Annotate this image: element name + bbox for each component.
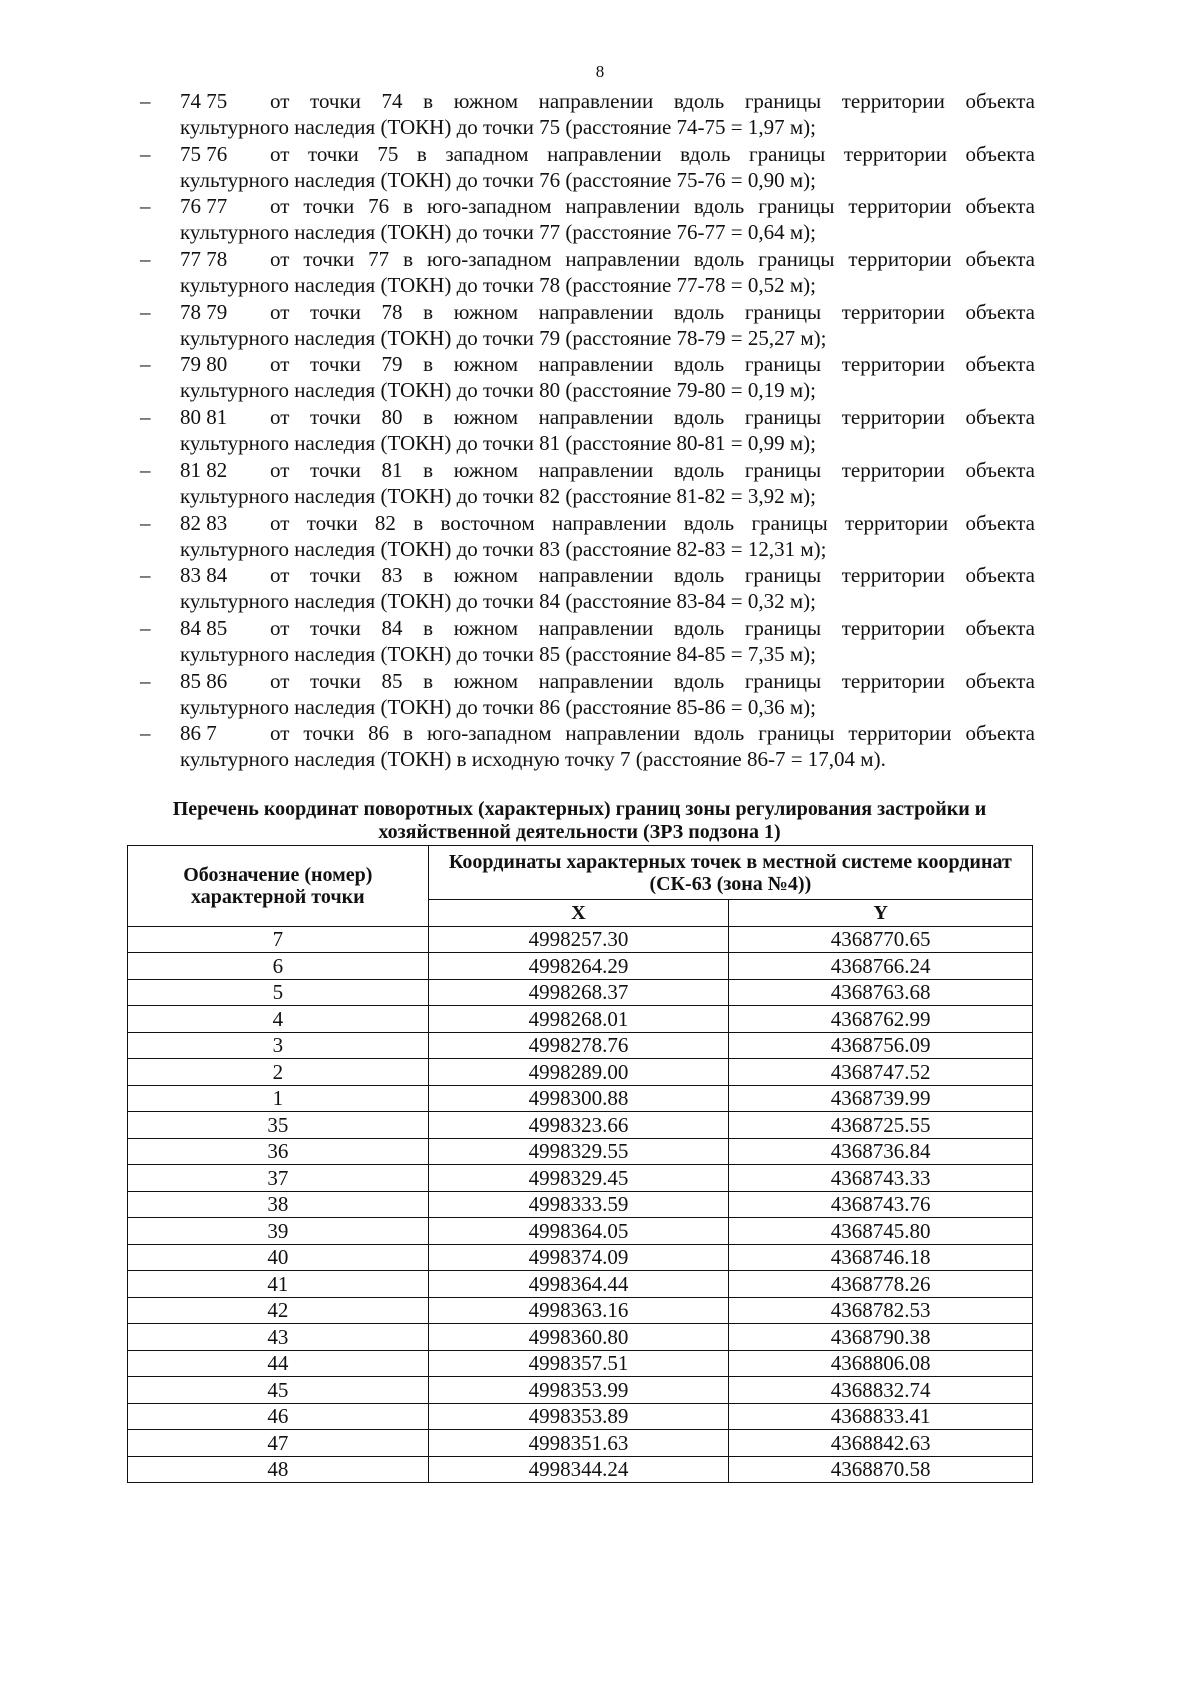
dash-bullet: – (140, 247, 151, 272)
list-item (140, 88, 1035, 141)
item-text-line1: от точки 81 в южном направлении вдоль границы территории объекта (270, 457, 1035, 482)
y-coordinate: 4368762.99 (729, 1006, 1033, 1033)
y-coordinate: 4368790.38 (729, 1324, 1033, 1351)
table-row (128, 1006, 1033, 1033)
item-text-line2: культурного наследия (ТОКН) до точки 84 (расстояние 83-84 = 0,32 м); (180, 589, 816, 614)
table-row (128, 979, 1033, 1006)
y-coordinate: 4368870.58 (729, 1456, 1033, 1483)
point-number: 47 (128, 1430, 429, 1457)
list-item (140, 720, 1035, 773)
point-number: 6 (128, 953, 429, 980)
boundary-description-list (140, 88, 1035, 773)
point-number: 45 (128, 1377, 429, 1404)
segment-points: 78 79 (180, 299, 228, 324)
table-row (128, 1032, 1033, 1059)
y-coordinate: 4368806.08 (729, 1350, 1033, 1377)
list-item (140, 615, 1035, 668)
list-item (140, 562, 1035, 615)
table-row (128, 1350, 1033, 1377)
item-text-line2: культурного наследия (ТОКН) до точки 75 (расстояние 74-75 = 1,97 м); (180, 115, 816, 139)
y-coordinate: 4368832.74 (729, 1377, 1033, 1404)
segment-points: 83 84 (180, 563, 228, 588)
y-coordinate: 4368782.53 (729, 1297, 1033, 1324)
x-coordinate: 4998353.89 (428, 1403, 729, 1430)
list-item (140, 668, 1035, 721)
item-text-line1: от точки 76 в юго-западном направлении вдоль границы территории объекта (270, 194, 1035, 219)
item-text-line1: от точки 75 в западном направлении вдоль границы территории объекта (270, 141, 1035, 166)
point-number: 1 (128, 1085, 429, 1112)
y-coordinate: 4368743.76 (729, 1191, 1033, 1218)
item-text-line2: культурного наследия (ТОКН) до точки 82 (расстояние 81-82 = 3,92 м); (180, 483, 816, 508)
x-coordinate: 4998357.51 (428, 1350, 729, 1377)
item-text-line1: от точки 80 в южном направлении вдоль границы территории объекта (270, 405, 1035, 430)
coordinates-header: Координаты характерных точек в местной системе координат (СК-63 (зона №4)) (428, 846, 1032, 900)
item-text-line1: от точки 86 в юго-западном направлении вдоль границы территории объекта (270, 721, 1035, 746)
item-text-line1: от точки 82 в восточном направлении вдоль границы территории объекта (270, 510, 1035, 535)
segment-points: 80 81 (180, 405, 228, 430)
x-coordinate: 4998353.99 (428, 1377, 729, 1404)
list-item (140, 457, 1035, 510)
x-coordinate: 4998344.24 (428, 1456, 729, 1483)
x-coordinate: 4998364.44 (428, 1271, 729, 1298)
table-row (128, 1085, 1033, 1112)
table-row (128, 1403, 1033, 1430)
page-number: 8 (595, 62, 605, 81)
list-item (140, 193, 1035, 246)
point-number: 37 (128, 1165, 429, 1192)
x-coordinate: 4998329.45 (428, 1165, 729, 1192)
y-coordinate: 4368746.18 (729, 1244, 1033, 1271)
item-text-line2: культурного наследия (ТОКН) до точки 76 (расстояние 75-76 = 0,90 м); (180, 167, 816, 192)
item-text-line1: от точки 83 в южном направлении вдоль границы территории объекта (270, 563, 1035, 588)
dash-bullet: – (140, 405, 151, 430)
list-item (140, 404, 1035, 457)
item-text-line1: от точки 77 в юго-западном направлении вдоль границы территории объекта (270, 247, 1035, 272)
dash-bullet: – (140, 668, 151, 693)
list-item (140, 351, 1035, 404)
y-header: Y (729, 900, 1033, 927)
dash-bullet: – (140, 89, 151, 113)
dash-bullet: – (140, 352, 151, 377)
y-coordinate: 4368833.41 (729, 1403, 1033, 1430)
x-coordinate: 4998351.63 (428, 1430, 729, 1457)
point-number: 3 (128, 1032, 429, 1059)
dash-bullet: – (140, 299, 151, 324)
point-number: 42 (128, 1297, 429, 1324)
table-row (128, 926, 1033, 953)
point-number: 46 (128, 1403, 429, 1430)
item-text-line1: от точки 84 в южном направлении вдоль границы территории объекта (270, 615, 1035, 640)
y-coordinate: 4368778.26 (729, 1271, 1033, 1298)
y-coordinate: 4368747.52 (729, 1059, 1033, 1086)
table-row (128, 1218, 1033, 1245)
x-coordinate: 4998257.30 (428, 926, 729, 953)
dash-bullet: – (140, 194, 151, 219)
dash-bullet: – (140, 563, 151, 588)
table-row (128, 1377, 1033, 1404)
list-item (140, 510, 1035, 563)
dash-bullet: – (140, 457, 151, 482)
x-coordinate: 4998364.05 (428, 1218, 729, 1245)
y-coordinate: 4368770.65 (729, 926, 1033, 953)
y-coordinate: 4368763.68 (729, 979, 1033, 1006)
table-row (128, 953, 1033, 980)
y-coordinate: 4368743.33 (729, 1165, 1033, 1192)
list-item (140, 299, 1035, 352)
point-number: 48 (128, 1456, 429, 1483)
item-text-line2: культурного наследия (ТОКН) до точки 79 (расстояние 78-79 = 25,27 м); (180, 325, 827, 350)
list-item (140, 246, 1035, 299)
segment-points: 81 82 (180, 457, 228, 482)
point-number: 40 (128, 1244, 429, 1271)
item-text-line1: от точки 74 в южном направлении вдоль границы территории объекта (270, 89, 1035, 113)
segment-points: 75 76 (180, 141, 228, 166)
item-text-line2: культурного наследия (ТОКН) до точки 81 (расстояние 80-81 = 0,99 м); (180, 431, 816, 456)
y-coordinate: 4368756.09 (729, 1032, 1033, 1059)
item-text-line1: от точки 85 в южном направлении вдоль границы территории объекта (270, 668, 1035, 693)
y-coordinate: 4368745.80 (729, 1218, 1033, 1245)
dash-bullet: – (140, 510, 151, 535)
x-coordinate: 4998360.80 (428, 1324, 729, 1351)
y-coordinate: 4368736.84 (729, 1138, 1033, 1165)
table-row (128, 1138, 1033, 1165)
segment-points: 84 85 (180, 615, 228, 640)
segment-points: 86 7 (180, 721, 217, 746)
item-text-line2: культурного наследия (ТОКН) до точки 77 (расстояние 76-77 = 0,64 м); (180, 220, 816, 245)
item-text-line2: культурного наследия (ТОКН) до точки 85 (расстояние 84-85 = 7,35 м); (180, 641, 816, 666)
point-number: 35 (128, 1112, 429, 1139)
table-row (128, 1112, 1033, 1139)
point-number: 4 (128, 1006, 429, 1033)
point-number: 7 (128, 926, 429, 953)
segment-points: 79 80 (180, 352, 228, 377)
item-text-line2: культурного наследия (ТОКН) в исходную точку 7 (расстояние 86-7 = 17,04 м). (180, 747, 886, 772)
x-coordinate: 4998363.16 (428, 1297, 729, 1324)
table-row (128, 1244, 1033, 1271)
point-number: 41 (128, 1271, 429, 1298)
point-number: 44 (128, 1350, 429, 1377)
point-number: 43 (128, 1324, 429, 1351)
y-coordinate: 4368739.99 (729, 1085, 1033, 1112)
x-coordinate: 4998300.88 (428, 1085, 729, 1112)
item-text-line2: культурного наследия (ТОКН) до точки 83 (расстояние 82-83 = 12,31 м); (180, 536, 827, 561)
x-coordinate: 4998329.55 (428, 1138, 729, 1165)
x-coordinate: 4998289.00 (428, 1059, 729, 1086)
item-text-line1: от точки 79 в южном направлении вдоль границы территории объекта (270, 352, 1035, 377)
dash-bullet: – (140, 615, 151, 640)
segment-points: 74 75 (180, 89, 228, 113)
x-coordinate: 4998333.59 (428, 1191, 729, 1218)
x-coordinate: 4998323.66 (428, 1112, 729, 1139)
x-coordinate: 4998264.29 (428, 953, 729, 980)
x-header: X (428, 900, 729, 927)
y-coordinate: 4368725.55 (729, 1112, 1033, 1139)
coordinates-table (127, 845, 1033, 1483)
y-coordinate: 4368766.24 (729, 953, 1033, 980)
x-coordinate: 4998278.76 (428, 1032, 729, 1059)
list-item (140, 141, 1035, 194)
dash-bullet: – (140, 141, 151, 166)
x-coordinate: 4998268.01 (428, 1006, 729, 1033)
point-number: 38 (128, 1191, 429, 1218)
point-number: 5 (128, 979, 429, 1006)
table-row (128, 1165, 1033, 1192)
x-coordinate: 4998268.37 (428, 979, 729, 1006)
table-title: Перечень координат поворотных (характерных) границ зоны регулирования застройки и хозяйственной деятельности (ЗРЗ подзона 1) (172, 798, 987, 843)
item-text-line2: культурного наследия (ТОКН) до точки 78 (расстояние 77-78 = 0,52 м); (180, 273, 816, 298)
y-coordinate: 4368842.63 (729, 1430, 1033, 1457)
item-text-line2: культурного наследия (ТОКН) до точки 86 (расстояние 85-86 = 0,36 м); (180, 694, 816, 719)
point-number: 39 (128, 1218, 429, 1245)
segment-points: 77 78 (180, 247, 228, 272)
table-row (128, 1324, 1033, 1351)
x-coordinate: 4998374.09 (428, 1244, 729, 1271)
table-row (128, 1456, 1033, 1483)
table-row (128, 1430, 1033, 1457)
segment-points: 85 86 (180, 668, 228, 693)
point-number: 2 (128, 1059, 429, 1086)
segment-points: 82 83 (180, 510, 228, 535)
point-number-header: Обозначение (номер) характерной точки (128, 846, 429, 927)
table-row (128, 1059, 1033, 1086)
table-row (128, 1297, 1033, 1324)
dash-bullet: – (140, 721, 151, 746)
item-text-line2: культурного наследия (ТОКН) до точки 80 (расстояние 79-80 = 0,19 м); (180, 378, 816, 403)
segment-points: 76 77 (180, 194, 228, 219)
point-number: 36 (128, 1138, 429, 1165)
item-text-line1: от точки 78 в южном направлении вдоль границы территории объекта (270, 299, 1035, 324)
table-row (128, 1271, 1033, 1298)
table-row (128, 1191, 1033, 1218)
